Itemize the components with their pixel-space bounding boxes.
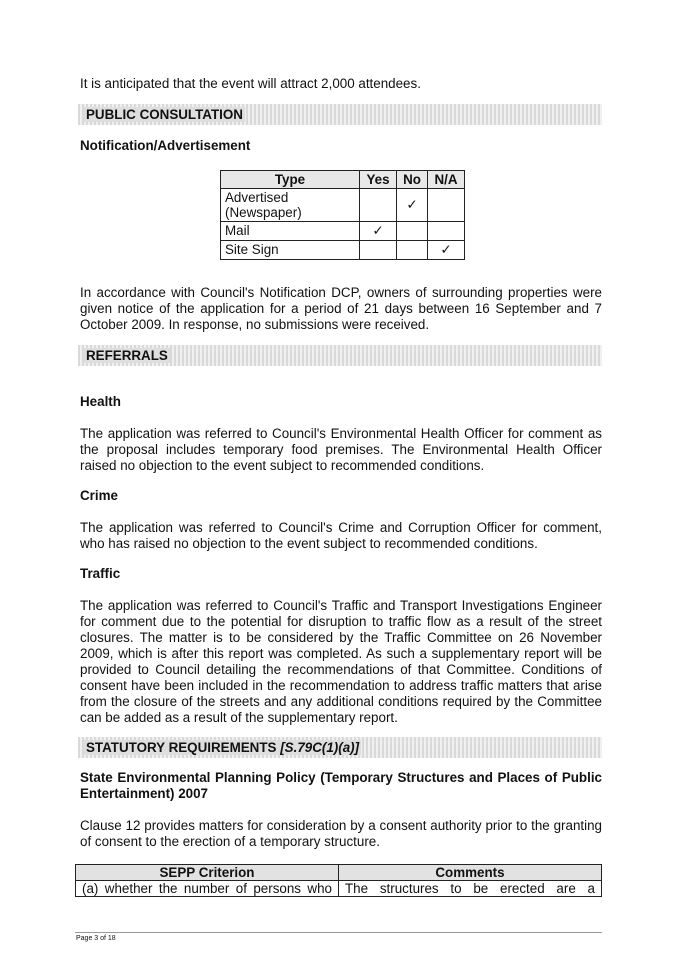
row-type: Mail bbox=[221, 222, 360, 241]
row-yes bbox=[360, 241, 397, 260]
table-row bbox=[76, 881, 602, 897]
row-na bbox=[428, 222, 465, 241]
criterion-cell: (a) whether the number of persons who bbox=[76, 881, 339, 897]
table-header-row bbox=[76, 865, 602, 881]
traffic-paragraph: The application was referred to Council's Traffic and Transport Investigations Engineer for comment due to the potential for disruption to traffic flow as a result of the street closures. The matter is to be considered by the Traffic Committee on 26 November 2009, which is after this report was completed. As such a supplementary report will be provided to Council detailing the recommendations of that Committee. Conditions of consent have been included in the recommendation to address traffic matters that arise from the closure of the streets and any additional conditions required by the Committee can be added as a result of the supplementary report. bbox=[80, 598, 602, 725]
row-yes bbox=[360, 189, 397, 222]
comment-cell: The structures to be erected are a bbox=[339, 881, 602, 897]
row-no bbox=[397, 241, 428, 260]
clause-paragraph: Clause 12 provides matters for consideration by a consent authority prior to the granting of consent to the erection of a temporary structure. bbox=[80, 818, 602, 849]
table-row bbox=[221, 241, 465, 260]
row-no bbox=[397, 222, 428, 241]
section-heading-label: STATUTORY REQUIREMENTS bbox=[86, 740, 277, 755]
notification-subheading: Notification/Advertisement bbox=[80, 138, 251, 153]
table-row bbox=[221, 222, 465, 241]
notification-table bbox=[220, 170, 465, 260]
header-no: No bbox=[397, 171, 428, 189]
section-heading-label-group bbox=[84, 740, 361, 755]
sepp-heading: State Environmental Planning Policy (Temporary Structures and Places of Public Entertainment) 2007 bbox=[80, 770, 602, 801]
header-sepp-criterion: SEPP Criterion bbox=[76, 865, 339, 881]
header-na: N/A bbox=[428, 171, 465, 189]
footer-divider bbox=[75, 932, 602, 933]
page-number: Page 3 of 18 bbox=[76, 935, 116, 942]
health-paragraph: The application was referred to Council's Environmental Health Officer for comment as the proposal includes temporary food premises. The Environmental Health Officer raised no objection to the event subject to recommended conditions. bbox=[80, 426, 602, 473]
row-na bbox=[428, 189, 465, 222]
row-type: Advertised (Newspaper) bbox=[221, 189, 360, 222]
notification-paragraph: In accordance with Council's Notification DCP, owners of surrounding properties were given notice of the application for a period of 21 days between 16 September and 7 October 2009. In response, no submissions were received. bbox=[80, 285, 602, 332]
crime-subheading: Crime bbox=[80, 488, 118, 503]
table-row bbox=[221, 189, 465, 222]
traffic-subheading: Traffic bbox=[80, 566, 121, 581]
intro-paragraph: It is anticipated that the event will attract 2,000 attendees. bbox=[80, 76, 421, 91]
sepp-table bbox=[75, 864, 602, 897]
section-heading-statutory bbox=[78, 737, 602, 758]
section-heading-public-consultation bbox=[78, 104, 602, 125]
row-type: Site Sign bbox=[221, 241, 360, 260]
crime-paragraph: The application was referred to Council's Crime and Corruption Officer for comment, who has raised no objection to the event subject to recommended conditions. bbox=[80, 520, 602, 551]
header-type: Type bbox=[221, 171, 360, 189]
row-yes: ✓ bbox=[360, 222, 397, 241]
row-no: ✓ bbox=[397, 189, 428, 222]
table-header-row bbox=[221, 171, 465, 189]
header-comments: Comments bbox=[339, 865, 602, 881]
health-subheading: Health bbox=[80, 394, 121, 409]
header-yes: Yes bbox=[360, 171, 397, 189]
section-heading-label: REFERRALS bbox=[86, 348, 168, 363]
section-heading-label: PUBLIC CONSULTATION bbox=[86, 107, 243, 122]
section-heading-referrals bbox=[78, 345, 602, 366]
section-reference: [S.79C(1)(a)] bbox=[280, 740, 360, 755]
row-na: ✓ bbox=[428, 241, 465, 260]
